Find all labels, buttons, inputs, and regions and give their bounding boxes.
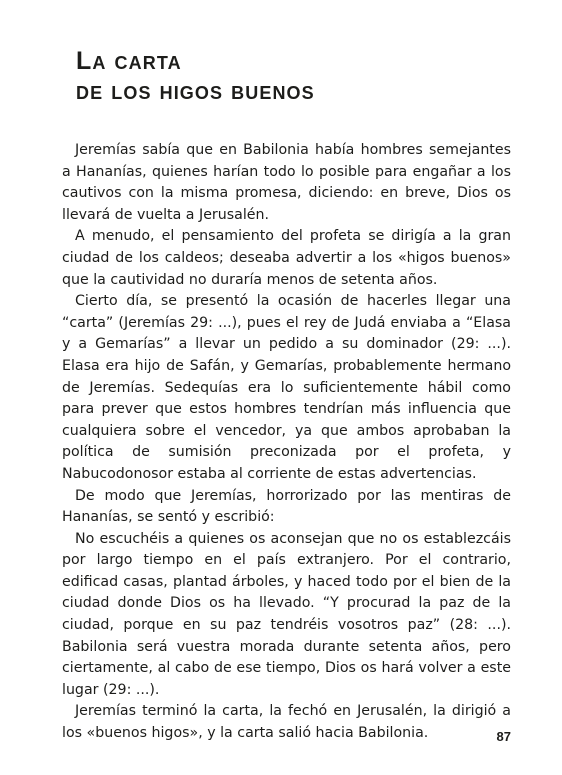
paragraph: De modo que Jeremías, horrorizado por las mentiras de Hananías, se sentó y escribió:: [62, 487, 511, 526]
paragraph: No escuchéis a quienes os aconsejan que no os establezcáis por largo tiempo en el país extranjero. Por el contrario, edificad casas, plantad árboles, y haced todo por el bien de la ciudad donde Dios os ha llevado. “Y procurad la paz de la ciudad, porque en su paz tendréis vosotros paz” (28: ...). Babilonia será vuestra morada durante setenta años, pero ciertamente, al cabo de ese tiempo, Dios os hará volver a este lugar (29: ...).: [62, 530, 511, 698]
paragraph: Cierto día, se presentó la ocasión de hacerles llegar una “carta” (Jeremías 29: ...), pues el rey de Judá enviaba a “Elasa y a Gemarías” a llevar un pedido a su dominador (29: ...). Elasa era hijo de Safán, y Gemarías, probablemente hermano de Jeremías. Sedequías era lo suficientemente hábil como para prever que estos hombres tendrían más influencia que cualquiera sobre el vencedor, ya que ambos aprobaban la política de sumisión preconizada por el profeta, y Nabucodonosor estaba al corriente de estas advertencias.: [62, 293, 511, 482]
paragraph: A menudo, el pensamiento del profeta se dirigía a la gran ciudad de los caldeos; deseaba advertir a los «higos buenos» que la cautividad no duraría menos de setenta años.: [62, 228, 511, 288]
chapter-title-line-2: de los higos buenos: [76, 77, 315, 105]
paragraph: Jeremías sabía que en Babilonia había hombres semejantes a Hananías, quienes harían todo lo posible para engañar a los cautivos con la misma promesa, diciendo: en breve, Dios os llevará de vuelta a Jerusalén.: [62, 142, 511, 223]
chapter-title: [76, 46, 315, 106]
body-text: [62, 140, 511, 745]
chapter-title-line-1: La carta: [76, 47, 182, 75]
page-number: 87: [496, 729, 511, 744]
paragraph: Jeremías terminó la carta, la fechó en Jerusalén, la dirigió a los «buenos higos», y la carta salió hacia Babilonia.: [62, 703, 511, 742]
